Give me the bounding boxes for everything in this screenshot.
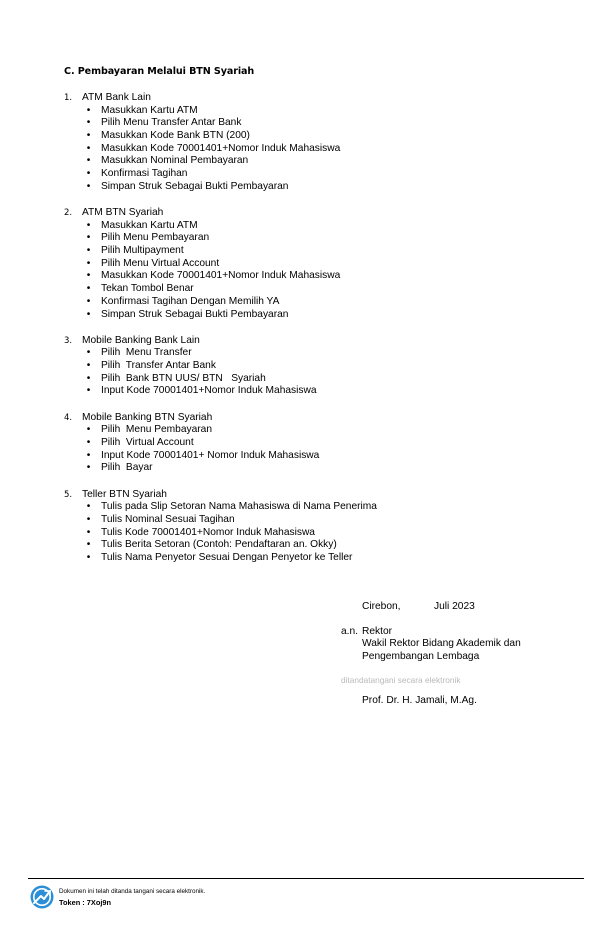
list-item [64, 347, 564, 360]
section-number: 1. [64, 93, 73, 103]
section-title: ATM Bank Lain [82, 92, 151, 103]
payment-section [64, 412, 564, 475]
list-item-text: Masukkan Kartu ATM [101, 219, 198, 231]
wakil-title-line1: Wakil Rektor Bidang Akademik dan [362, 638, 521, 650]
bullet-icon: • [86, 436, 91, 448]
list-item-text: Masukkan Kode 70001401+Nomor Induk Mahasiswa [101, 142, 341, 154]
list-item-text: Konfirmasi Tagihan Dengan Memilih YA [101, 295, 280, 307]
list-item [64, 385, 564, 398]
list-item [64, 181, 564, 194]
payment-section [64, 92, 564, 194]
list-item-text: Masukkan Nominal Pembayaran [101, 155, 249, 167]
bullet-icon: • [86, 180, 91, 192]
bullet-icon: • [86, 513, 91, 525]
signature-block [341, 601, 551, 707]
section-number: 2. [64, 208, 73, 219]
bullet-icon: • [86, 501, 91, 513]
list-item [64, 283, 564, 296]
footer-divider [28, 878, 584, 879]
list-item [64, 450, 564, 463]
bullet-icon: • [86, 360, 91, 372]
section-number: 5. [64, 489, 73, 500]
step-list [64, 501, 564, 565]
esign-note: ditandatangani secara elektronik [341, 675, 461, 686]
section-title-row [64, 207, 564, 220]
list-item-text: Pilih Menu Pembayaran [101, 232, 210, 244]
bullet-icon: • [86, 551, 91, 563]
list-item-text: Input Kode 70001401+ Nomor Induk Mahasiswa [101, 449, 320, 461]
bullet-icon: • [86, 142, 91, 154]
list-item [64, 117, 564, 130]
list-item-text: Pilih Menu Transfer [101, 347, 192, 359]
section-title-row [64, 489, 564, 502]
list-item [64, 258, 564, 271]
list-item [64, 296, 564, 309]
wakil-title-line2: Pengembangan Lembaga [362, 650, 480, 662]
city: Cirebon, [362, 601, 401, 612]
step-list [64, 220, 564, 322]
bullet-icon: • [86, 130, 91, 141]
bullet-icon: • [86, 232, 91, 244]
list-item [64, 143, 564, 156]
list-item-text: Pilih Transfer Antar Bank [101, 360, 216, 372]
section-heading: C. Pembayaran Melalui BTN Syariah [64, 66, 255, 77]
list-item [64, 270, 564, 283]
bullet-icon: • [86, 539, 91, 551]
list-item-text: Masukkan Kartu ATM [101, 104, 198, 116]
esign-logo-icon [30, 885, 54, 909]
list-item [64, 552, 564, 565]
bullet-icon: • [86, 155, 91, 167]
bullet-icon: • [86, 526, 91, 538]
signer-name: Prof. Dr. H. Jamali, M.Ag. [362, 694, 477, 706]
list-item-text: Tulis Kode 70001401+Nomor Induk Mahasiswa [101, 526, 315, 538]
list-item-text: Pilih Bayar [101, 462, 153, 474]
list-item [64, 105, 564, 118]
footer-notice: Dokumen ini telah ditanda tangani secara elektronik. [59, 888, 206, 895]
bullet-icon: • [86, 257, 91, 269]
list-item [64, 373, 564, 386]
list-item-text: Tulis Nama Penyetor Sesuai Dengan Penyetor ke Teller [101, 551, 353, 563]
bullet-icon: • [86, 449, 91, 461]
list-item [64, 245, 564, 258]
list-item-text: Pilih Virtual Account [101, 436, 194, 448]
bullet-icon: • [86, 385, 91, 397]
section-number: 3. [64, 335, 73, 346]
step-list [64, 105, 564, 194]
list-item [64, 155, 564, 168]
bullet-icon: • [86, 462, 91, 474]
list-item [64, 462, 564, 475]
bullet-icon: • [86, 245, 91, 257]
list-item-text: Simpan Struk Sebagai Bukti Pembayaran [101, 308, 289, 320]
payment-methods [64, 92, 564, 578]
list-item [64, 232, 564, 245]
list-item-text: Pilih Menu Pembayaran [101, 424, 212, 436]
list-item [64, 514, 564, 527]
list-item-text: Simpan Struk Sebagai Bukti Pembayaran [101, 180, 289, 192]
section-title: Mobile Banking Bank Lain [82, 334, 200, 346]
payment-section [64, 335, 564, 398]
list-item [64, 168, 564, 181]
list-item [64, 220, 564, 233]
list-item [64, 501, 564, 514]
list-item [64, 309, 564, 322]
list-item [64, 130, 564, 143]
list-item [64, 424, 564, 437]
list-item [64, 437, 564, 450]
section-title-row [64, 92, 564, 105]
bullet-icon: • [86, 308, 91, 320]
list-item-text: Tulis pada Slip Setoran Nama Mahasiswa di Nama Penerima [101, 501, 377, 513]
section-title: ATM BTN Syariah [82, 207, 164, 219]
list-item-text: Tekan Tombol Benar [101, 283, 194, 295]
footer-token: Token : 7Xoj9n [59, 898, 112, 907]
place-date-line [341, 601, 551, 615]
section-title-row [64, 412, 564, 425]
list-item-text: Pilih Multipayment [101, 245, 184, 257]
list-item-text: Tulis Nominal Sesuai Tagihan [101, 513, 235, 525]
bullet-icon: • [86, 295, 91, 307]
bullet-icon: • [86, 219, 91, 231]
bullet-icon: • [86, 424, 91, 436]
step-list [64, 347, 564, 398]
an-prefix: a.n. [341, 626, 358, 637]
step-list [64, 424, 564, 475]
bullet-icon: • [86, 372, 91, 384]
bullet-icon: • [86, 104, 91, 116]
list-item [64, 539, 564, 552]
payment-section [64, 489, 564, 565]
list-item [64, 360, 564, 373]
list-item-text: Pilih Bank BTN UUS/ BTN Syariah [101, 372, 266, 384]
bullet-icon: • [86, 168, 91, 180]
list-item-text: Pilih Menu Virtual Account [101, 257, 220, 269]
section-title: Teller BTN Syariah [82, 488, 167, 500]
list-item-text: Tulis Berita Setoran (Contoh: Pendaftaran an. Okky) [101, 539, 337, 551]
list-item-text: Input Kode 70001401+Nomor Induk Mahasiswa [101, 385, 317, 397]
list-item-text: Masukkan Kode Bank BTN (200) [101, 130, 250, 141]
list-item-text: Masukkan Kode 70001401+Nomor Induk Mahasiswa [101, 270, 341, 282]
payment-section [64, 207, 564, 321]
bullet-icon: • [86, 117, 91, 129]
list-item [64, 527, 564, 540]
section-title-row [64, 335, 564, 348]
bullet-icon: • [86, 283, 91, 295]
bullet-icon: • [86, 347, 91, 359]
on-behalf-line [341, 626, 551, 638]
section-number: 4. [64, 412, 73, 423]
list-item-text: Konfirmasi Tagihan [101, 168, 188, 180]
bullet-icon: • [86, 270, 91, 282]
rektor-title: Rektor [362, 626, 393, 637]
footer-text-block [59, 887, 205, 907]
list-item-text: Pilih Menu Transfer Antar Bank [101, 117, 242, 129]
date: Juli 2023 [434, 601, 475, 612]
section-title: Mobile Banking BTN Syariah [82, 411, 213, 423]
